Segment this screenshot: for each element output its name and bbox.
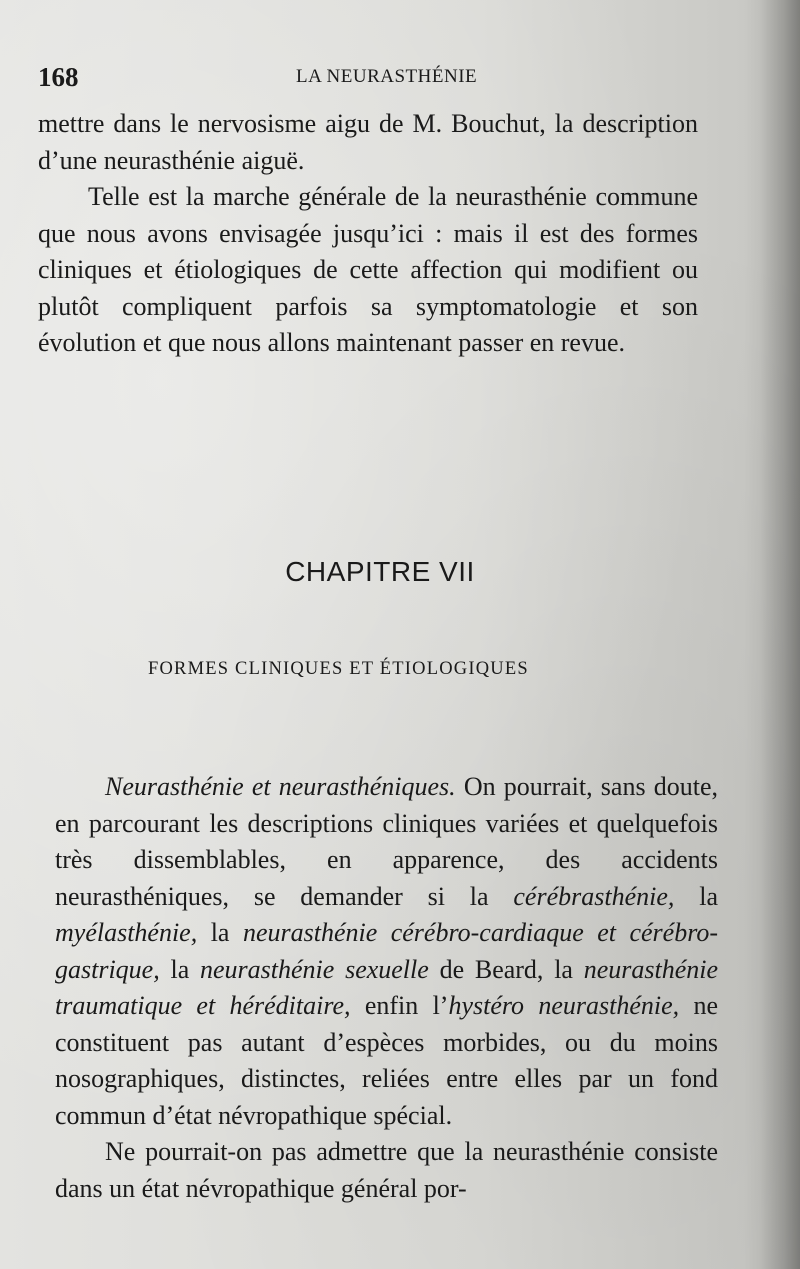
page-number: 168 <box>38 62 79 92</box>
text-run: enfin l’ <box>350 991 449 1020</box>
top-text-block <box>38 106 698 362</box>
run-heading-italic: Neurasthénie et neurasthéniques. <box>105 772 456 801</box>
page-header <box>38 62 718 94</box>
term-cerebro-cardiaque: neurasthénie cérébro-cardiaque et cérébro-gastrique, <box>55 918 719 984</box>
text-run: la <box>159 954 201 984</box>
paragraph-continuation: mettre dans le nervosisme aigu de M. Bouchut, la description d’une neurasthénie aiguë. <box>38 109 698 175</box>
chapter-title: CHAPITRE VII <box>285 556 475 587</box>
term-hystero-neurasthenie: hystéro neurasthénie, <box>448 991 680 1020</box>
running-head: LA NEURASTHÉNIE <box>296 66 478 87</box>
main-text-block <box>55 769 718 1207</box>
term-myelasthenie: myélasthénie, <box>55 918 198 947</box>
text-run: la <box>674 881 718 911</box>
term-cerebrasthenie: cérébrasthénie, <box>513 881 675 911</box>
text-run: la <box>197 918 243 947</box>
text-run: ne constituent pas autant d’espèces morbides, ou du moins nosographiques, distinctes, reliées entre elles par un fond commun d’état névropathique spécial. <box>55 991 718 1130</box>
paragraph-last: Ne pourrait-on pas admettre que la neurasthénie consiste dans un état névropathique général por- <box>55 1137 718 1203</box>
term-neurasthenie-sexuelle: neurasthénie sexuelle <box>200 954 429 984</box>
text-run: On pourrait, sans doute, en parcourant les descriptions cliniques variées et quelquefois très dissemblables, en apparence, des accidents neurasthéniques, se demander si la <box>55 772 718 911</box>
text-run: de Beard, la <box>428 954 584 984</box>
term-traumatique-hereditaire: neurasthénie traumatique et héréditaire, <box>55 954 719 1020</box>
page-edge-shadow <box>760 0 800 1269</box>
paragraph-neurasthenie <box>55 769 718 1134</box>
chapter-subtitle: FORMES CLINIQUES ET ÉTIOLOGIQUES <box>148 659 529 679</box>
paragraph-summary: Telle est la marche générale de la neurasthénie commune que nous avons envisagée jusqu’ici : mais il est des formes cliniques et étiologiques de cette affection qui modifient ou plutôt compliquent parfois sa symptomatologie et son évolution et que nous allons maintenant passer en revue. <box>38 182 698 357</box>
